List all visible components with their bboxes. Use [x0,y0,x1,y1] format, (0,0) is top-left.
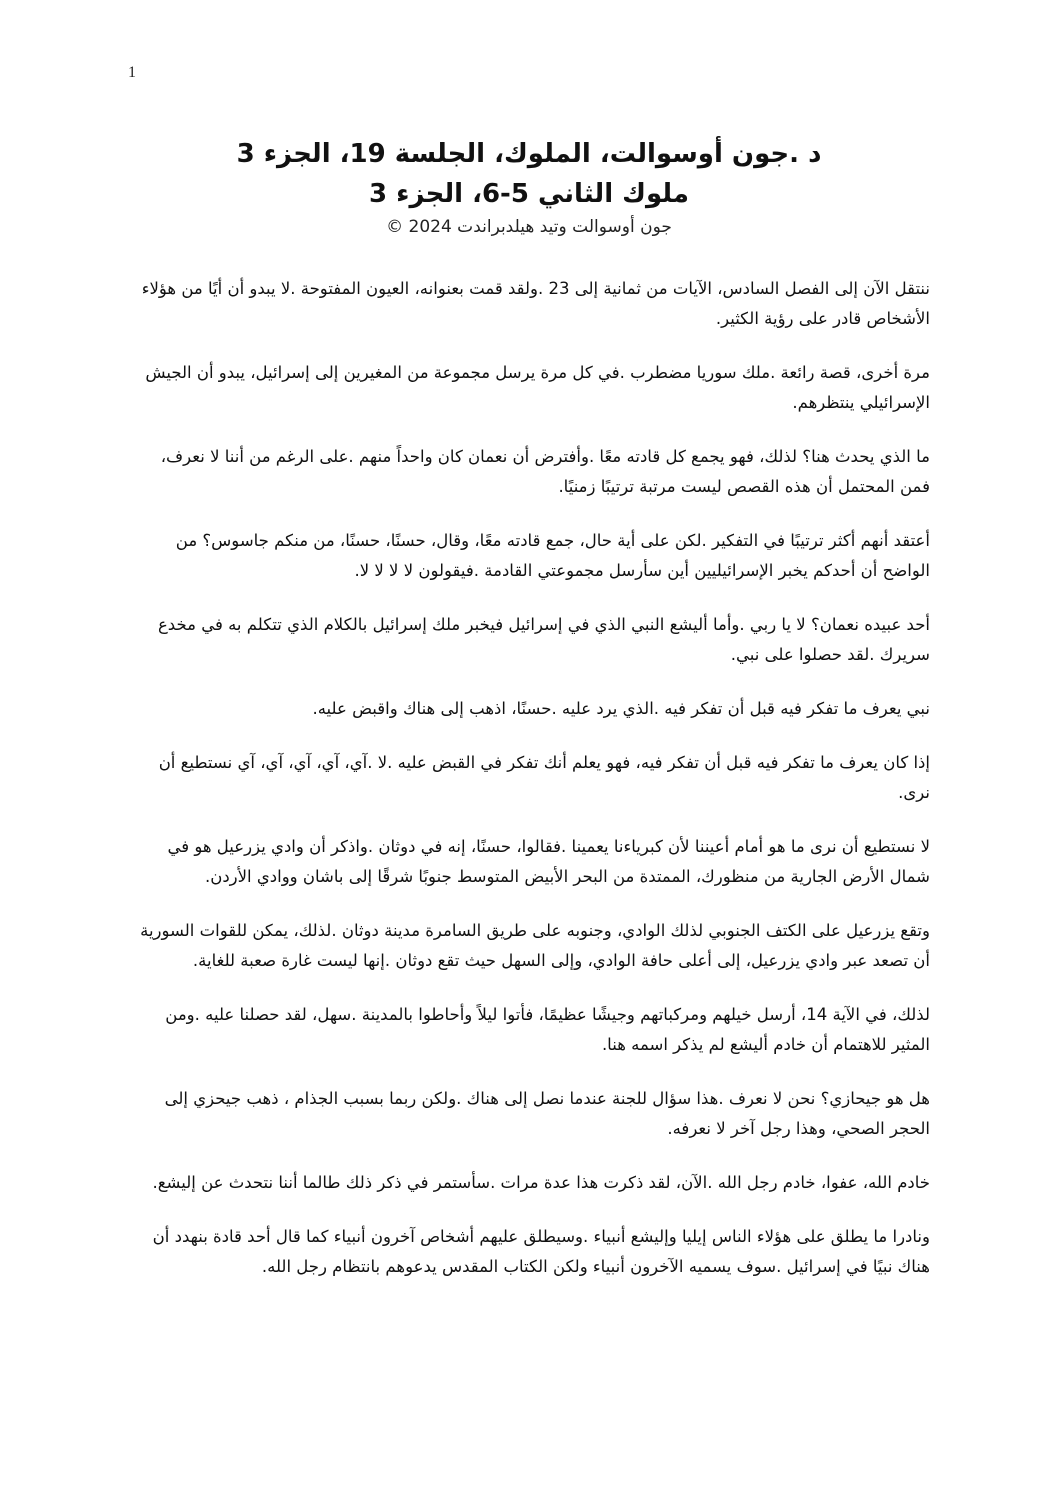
paragraph: ننتقل الآن إلى الفصل السادس، الآيات من ثمانية إلى 23 .ولقد قمت بعنوانه، العيون المفتوحة .لا يبدو أن أيًا من هؤلاء الأشخاص قادر على رؤية الكثير. [141,279,930,328]
paragraph: لذلك، في الآية 14، أرسل خيلهم ومركباتهم وجيشًا عظيمًا، فأتوا ليلاً وأحاطوا بالمدينة .سهل، لقد حصلنا عليه .ومن المثير للاهتمام أن خادم أليشع لم يذكر اسمه هنا. [165,1005,930,1054]
copyright-line: جون أوسوالت وتيد هيلدبراندت 2024 © [386,217,672,237]
paragraph: هل هو جيحازي؟ نحن لا نعرف .هذا سؤال للجنة عندما نصل إلى هناك .ولكن ربما بسبب الجذام ، ذهب جيحزي إلى الحجر الصحي، وهذا رجل آخر لا نعرفه. [164,1089,930,1138]
paragraph: وتقع يزرعيل على الكتف الجنوبي لذلك الوادي، وجنوبه على طريق السامرة مدينة دوثان .لذلك، يمكن للقوات السورية أن تصعد عبر وادي يزرعيل، إلى أعلى حافة الوادي، وإلى السهل حيث تقع دوثان .إنها ليست غارة صعبة للغاية. [140,921,930,970]
page-number: 1 [128,64,136,81]
paragraph: خادم الله، عفوا، خادم رجل الله .الآن، لقد ذكرت هذا عدة مرات .سأستمر في ذكر ذلك طالما أننا نتحدث عن إليشع. [152,1173,930,1192]
paragraph: مرة أخرى، قصة رائعة .ملك سوريا مضطرب .في كل مرة يرسل مجموعة من المغيرين إلى إسرائيل، يبدو أن الجيش الإسرائيلي ينتظرهم. [145,363,930,412]
body-text [132,274,930,1306]
title-block [140,134,918,240]
paragraph: أعتقد أنهم أكثر ترتيبًا في التفكير .لكن على أية حال، جمع قادته معًا، وقال، حسنًا، حسنًا، من منكم جاسوس؟ من الواضح أن أحدكم يخبر الإسرائيليين أين سأرسل مجموعتي القادمة .فيقولون لا لا لا لا. [175,531,930,580]
paragraph: نبي يعرف ما تفكر فيه قبل أن تفكر فيه .الذي يرد عليه .حسنًا، اذهب إلى هناك واقبض عليه. [312,699,930,718]
paragraph: ما الذي يحدث هنا؟ لذلك، فهو يجمع كل قادته معًا .وأفترض أن نعمان كان واحداً منهم .على الرغم من أننا لا نعرف، فمن المحتمل أن هذه القصص ليست مرتبة ترتيبًا زمنيًا. [160,447,930,496]
paragraph: أحد عبيده نعمان؟ لا يا ربي .وأما أليشع النبي الذي في إسرائيل فيخبر ملك إسرائيل بالكلام الذي تتكلم به في مخدع سريرك .لقد حصلوا على نبي. [157,615,930,664]
title-line-2: ملوك الثاني 5-6، الجزء 3 [369,179,689,209]
paragraph: ونادرا ما يطلق على هؤلاء الناس إيليا وإليشع أنبياء .وسيطلق عليهم أشخاص آخرون أنبياء كما قال أحد قادة بنهدد أن هناك نبيًا في إسرائيل .سوف يسميه الآخرون أنبياء ولكن الكتاب المقدس يدعوهم بانتظام رجل الله. [152,1227,930,1276]
paragraph: لا نستطيع أن نرى ما هو أمام أعيننا لأن كبرياءنا يعمينا .فقالوا، حسنًا، إنه في دوثان .واذكر أن وادي يزرعيل هو في شمال الأرض الجارية من منظورك، الممتدة من البحر الأبيض المتوسط جنوبًا شرقًا إلى باشان ووادي الأردن. [167,837,930,886]
title-line-1: د .جون أوسوالت، الملوك، الجلسة 19، الجزء 3 [236,139,822,169]
paragraph: إذا كان يعرف ما تفكر فيه قبل أن تفكر فيه، فهو يعلم أنك تفكر في القبض عليه .لا .آي، آي، آي، آي، آي نستطيع أن نرى. [158,753,930,802]
